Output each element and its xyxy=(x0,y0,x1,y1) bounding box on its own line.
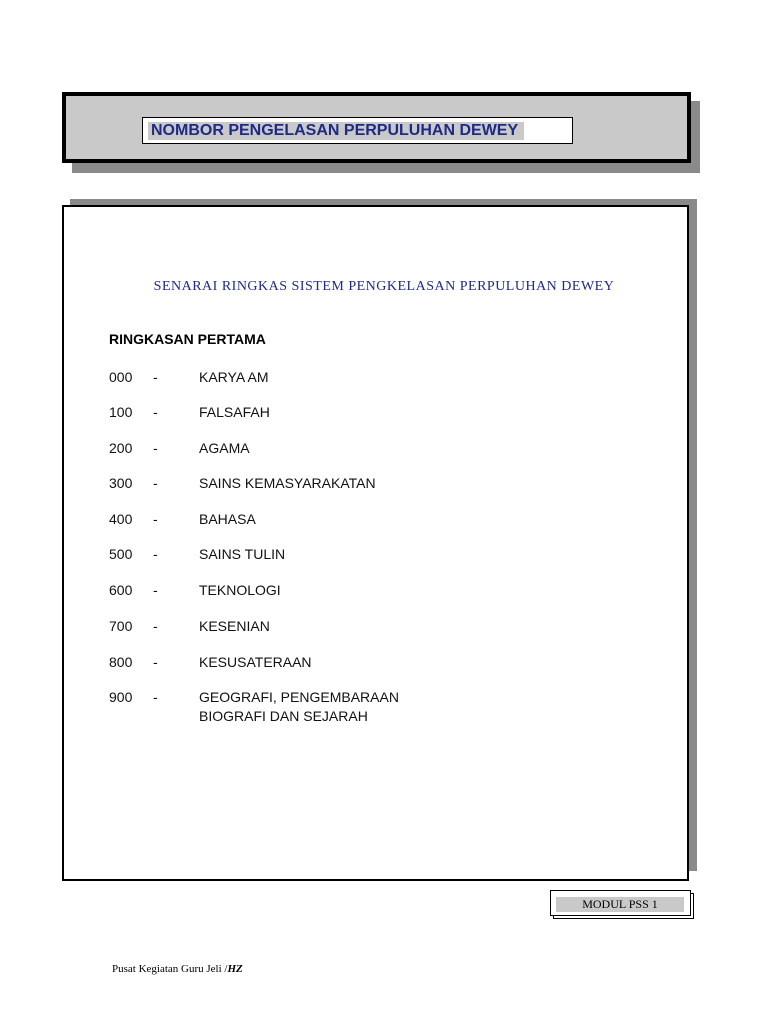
class-code: 000 xyxy=(109,369,133,385)
list-item xyxy=(0,509,768,549)
separator-dash: - xyxy=(153,546,158,562)
class-label: FALSAFAH xyxy=(199,404,270,420)
separator-dash: - xyxy=(153,582,158,598)
class-label: TEKNOLOGI xyxy=(199,582,281,598)
class-code: 600 xyxy=(109,582,133,598)
class-label: AGAMA xyxy=(199,440,250,456)
class-code: 700 xyxy=(109,618,133,634)
class-code: 100 xyxy=(109,404,133,420)
class-code: 800 xyxy=(109,654,133,670)
list-item xyxy=(0,652,768,692)
footer-credit-text: Pusat Kegiatan Guru Jeli / xyxy=(112,963,228,975)
separator-dash: - xyxy=(153,654,158,670)
class-code: 200 xyxy=(109,440,133,456)
footer-credit-initials: HZ xyxy=(227,963,243,975)
list-item xyxy=(0,544,768,584)
class-label: GEOGRAFI, PENGEMBARAAN xyxy=(199,689,399,705)
list-item xyxy=(0,402,768,442)
separator-dash: - xyxy=(153,618,158,634)
list-item xyxy=(0,473,768,513)
footer-credit xyxy=(112,963,243,975)
page-title: NOMBOR PENGELASAN PERPULUHAN DEWEY xyxy=(148,122,524,140)
class-code: 400 xyxy=(109,511,133,527)
separator-dash: - xyxy=(153,404,158,420)
separator-dash: - xyxy=(153,689,158,705)
header-title-frame xyxy=(142,117,573,144)
section-label: RINGKASAN PERTAMA xyxy=(109,331,266,347)
list-item xyxy=(0,687,768,727)
class-label: BAHASA xyxy=(199,511,256,527)
list-heading: SENARAI RINGKAS SISTEM PENGKELASAN PERPULUHAN DEWEY xyxy=(153,279,615,294)
list-item xyxy=(0,616,768,656)
list-item xyxy=(0,580,768,620)
module-label: MODUL PSS 1 xyxy=(556,897,684,912)
class-label: KESENIAN xyxy=(199,618,270,634)
separator-dash: - xyxy=(153,475,158,491)
class-label: KESUSATERAAN xyxy=(199,654,312,670)
list-item xyxy=(0,438,768,478)
list-item xyxy=(0,367,768,407)
class-code: 500 xyxy=(109,546,133,562)
class-code: 900 xyxy=(109,689,133,705)
class-label: SAINS TULIN xyxy=(199,546,286,562)
class-label: KARYA AM xyxy=(199,369,269,385)
separator-dash: - xyxy=(153,511,158,527)
class-label: SAINS KEMASYARAKATAN xyxy=(199,475,376,491)
separator-dash: - xyxy=(153,440,158,456)
separator-dash: - xyxy=(153,369,158,385)
class-code: 300 xyxy=(109,475,133,491)
class-label-continued: BIOGRAFI DAN SEJARAH xyxy=(199,708,368,724)
